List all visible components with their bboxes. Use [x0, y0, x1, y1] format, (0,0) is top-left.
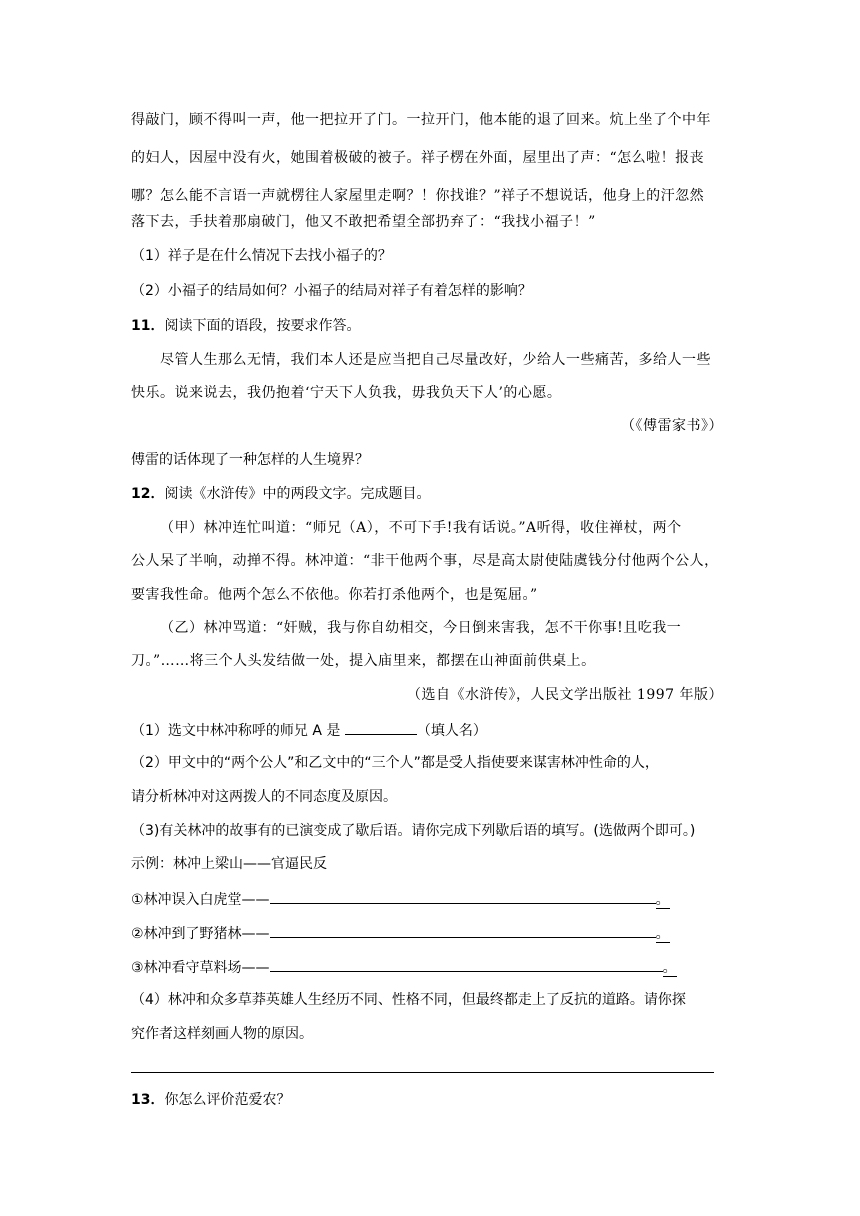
q12-subquestion-3: （3)有关林冲的故事有的已演变成了歇后语。请你完成下列歇后语的填写。(选做两个即可。) — [131, 823, 696, 839]
q12-subquestion-4-line: （4）林冲和众多草莽英雄人生经历不同、性格不同，但最终都走上了反抗的道路。请你探 — [131, 992, 686, 1008]
q12-item-2 — [131, 922, 731, 944]
q12-item-3-text: ③林冲看守草料场—— — [131, 960, 270, 976]
q11-passage-line: 快乐。说来说去，我仍抱着‘宁天下人负我，毋我负天下人’的心愿。 — [131, 385, 562, 401]
q11-source: （《傅雷家书》） — [621, 418, 723, 434]
q12-example: 示例：林冲上梁山——官逼民反 — [131, 856, 327, 872]
q11-heading — [131, 316, 731, 336]
q12-yi-line: 刀。”……将三个人头发结做一处，提入庙里来，都摆在山神面前供桌上。 — [131, 653, 596, 669]
q12-subquestion-2-line: 请分析林冲对这两拨人的不同态度及原因。 — [131, 789, 397, 805]
period: 。 — [662, 960, 677, 976]
answer-blank[interactable] — [270, 956, 663, 972]
q13-text: 你怎么评价范爱农？ — [164, 1092, 291, 1108]
q11-number: 11． — [131, 318, 165, 334]
q12-jia-line: 公人呆了半响，动掸不得。林冲道：“非干他两个事，尽是高太尉使陆虞钱分付他两个公人， — [131, 553, 719, 569]
q11-question: 傅雷的话体现了一种怎样的人生境界？ — [131, 452, 369, 468]
q12-heading — [131, 484, 731, 504]
q12-title: 阅读《水浒传》中的两段文字。完成题目。 — [164, 486, 431, 502]
q10-subquestion-1: （1）祥子是在什么情况下去找小福子的？ — [131, 248, 392, 264]
answer-blank[interactable] — [345, 719, 417, 735]
q12-number: 12． — [131, 486, 165, 502]
q12-item-1-text: ①林冲误入白虎堂—— — [131, 892, 270, 908]
q13-heading — [131, 1090, 731, 1110]
q12-jia-line: 要害我性命。他两个怎么不依他。你若打杀他两个，也是冤屈。” — [131, 587, 538, 603]
passage-line: 哪？怎么能不言语一声就楞往人家屋里走啊？！你找谁？”祥子不想说话，他身上的汗忽然 — [131, 188, 705, 204]
q12-item-2-text: ②林冲到了野猪林—— — [131, 926, 270, 942]
answer-blank[interactable] — [270, 922, 656, 938]
answer-blank[interactable] — [270, 888, 656, 904]
q11-passage-line: 尽管人生那么无情，我们本人还是应当把自己尽量改好，少给人一些痛苦，多给人一些 — [160, 352, 711, 368]
period: 。 — [655, 926, 670, 942]
q12-subquestion-4-line: 究作者这样刻画人物的原因。 — [131, 1026, 313, 1042]
q12-item-1 — [131, 888, 731, 910]
q12-subquestion-1 — [131, 719, 731, 741]
passage-line: 得敲门，顾不得叫一声，他一把拉开了门。一拉开门，他本能的退了回来。炕上坐了个中年 — [131, 112, 711, 128]
q12-sub1-text: （1）选文中林冲称呼的师兄 A 是 — [131, 723, 345, 739]
q10-subquestion-2: （2）小福子的结局如何？小福子的结局对祥子有着怎样的影响？ — [131, 283, 532, 299]
q12-item-3 — [131, 956, 731, 978]
period: 。 — [655, 892, 670, 908]
passage-line: 落下去，手扶着那扇破门，他又不敢把希望全部扔弃了：“我找小福子！” — [131, 214, 596, 230]
passage-line: 的妇人，因屋中没有火，她围着极破的被子。祥子楞在外面，屋里出了声：“怎么啦！报丧 — [131, 150, 705, 166]
q12-sub1-hint: （填人名） — [416, 723, 487, 739]
answer-line[interactable] — [131, 1072, 714, 1073]
q12-yi-line: （乙）林冲骂道：“奸贼，我与你自幼相交，今日倒来害我，怎不干你事!且吃我一 — [160, 620, 682, 636]
q11-title: 阅读下面的语段，按要求作答。 — [164, 318, 361, 334]
q13-number: 13． — [131, 1092, 165, 1108]
q12-jia-line: （甲）林冲连忙叫道：“师兄（A），不可下手!我有话说。”A听得，收住禅杖，两个 — [160, 520, 682, 536]
q12-source: （选自《水浒传》，人民文学出版社 1997 年版） — [406, 687, 723, 703]
q12-subquestion-2-line: （2）甲文中的“两个公人”和乙文中的“三个人”都是受人指使要来谋害林冲性命的人， — [131, 755, 659, 771]
